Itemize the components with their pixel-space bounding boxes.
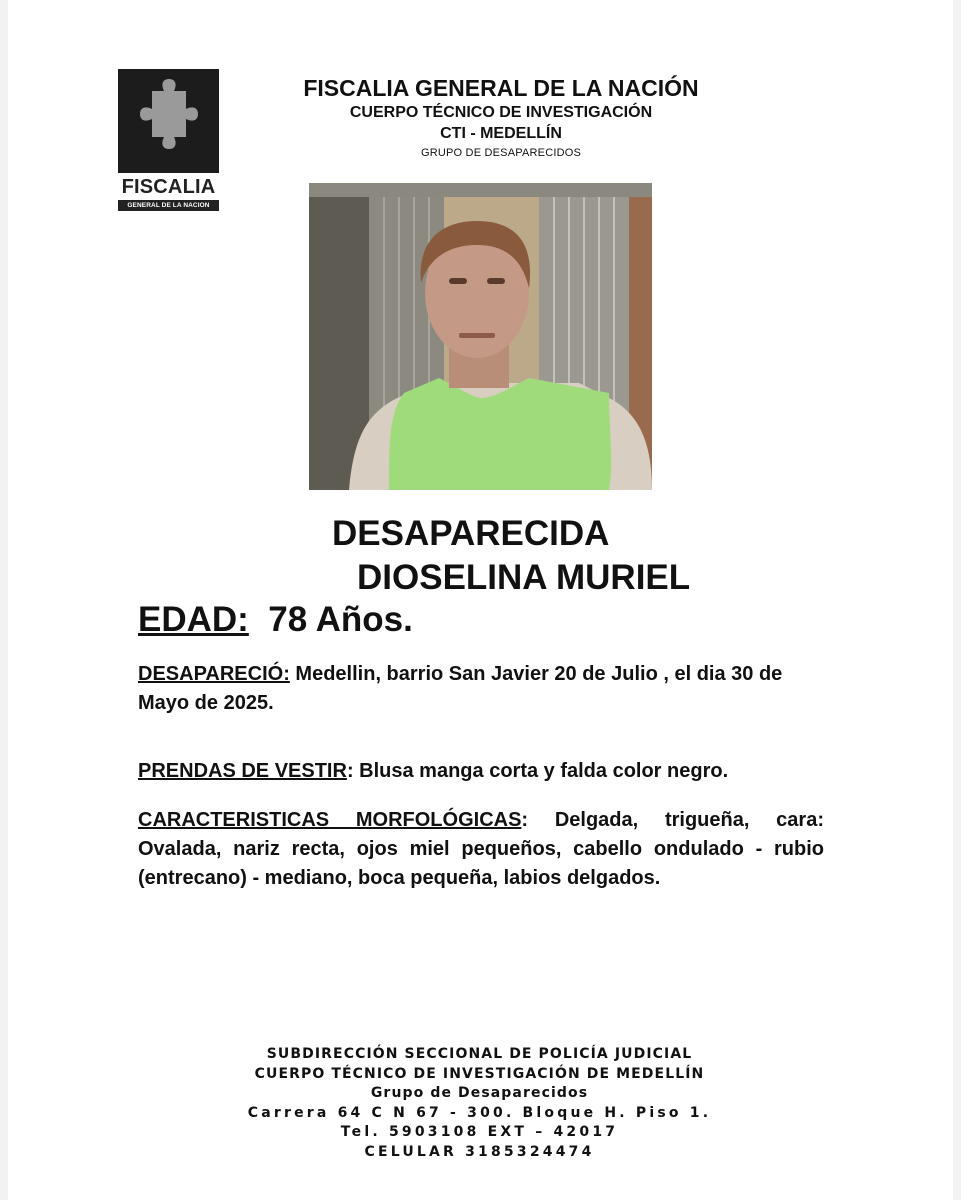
disappeared-label: DESAPARECIÓ: (138, 663, 290, 685)
footer-line-3: Grupo de Desaparecidos (370, 1085, 589, 1102)
features-info (138, 806, 824, 893)
clothing-value: : Blusa manga corta y falda color negro. (346, 760, 729, 782)
logo-subtitle: GENERAL DE LA NACION (118, 200, 219, 211)
footer-phone: Tel. 5903108 EXT – 42017 (340, 1124, 619, 1141)
agency-title: FISCALIA GENERAL DE LA NACIÓN (303, 75, 699, 101)
age-line (138, 600, 413, 640)
footer-line-1: SUBDIRECCIÓN SECCIONAL DE POLICÍA JUDICIAL (266, 1046, 693, 1062)
disappearance-info (138, 660, 824, 718)
agency-office: CTI - MEDELLÍN (440, 125, 562, 142)
logo-wordmark: FISCALIA (121, 176, 216, 198)
person-name: DIOSELINA MURIEL (357, 558, 691, 597)
status-heading: DESAPARECIDA (332, 514, 610, 553)
clothing-info (138, 757, 824, 786)
age-value: 78 Años. (268, 600, 413, 639)
clothing-label: PRENDAS DE VESTIR (138, 760, 347, 782)
features-value: : Delgada, trigueña, cara: Ovalada, nariz recta, ojos miel pequeños, cabello ondulado - rubio (entrecano) - mediano, boca pequeña, labios delgados. (138, 809, 824, 889)
puzzle-piece-icon (118, 69, 219, 173)
contact-footer (208, 1045, 751, 1163)
footer-mobile: CELULAR 3185324474 (364, 1143, 595, 1160)
disappeared-value: Medellin, barrio San Javier 20 de Julio , el dia 30 de Mayo de 2025. (138, 663, 783, 714)
fiscalia-logo-mark (118, 69, 219, 173)
agency-subtitle: CUERPO TÉCNICO DE INVESTIGACIÓN (349, 104, 653, 121)
features-label: CARACTERISTICAS MORFOLÓGICAS (138, 809, 522, 831)
agency-group: GRUPO DE DESAPARECIDOS (420, 147, 582, 159)
age-label: EDAD: (138, 600, 249, 639)
missing-person-poster (8, 0, 953, 1200)
missing-person-photo (309, 183, 652, 490)
footer-line-2: CUERPO TÉCNICO DE INVESTIGACIÓN DE MEDELLÍN (254, 1065, 705, 1082)
footer-address: Carrera 64 C N 67 - 300. Bloque H. Piso 1. (247, 1104, 712, 1121)
